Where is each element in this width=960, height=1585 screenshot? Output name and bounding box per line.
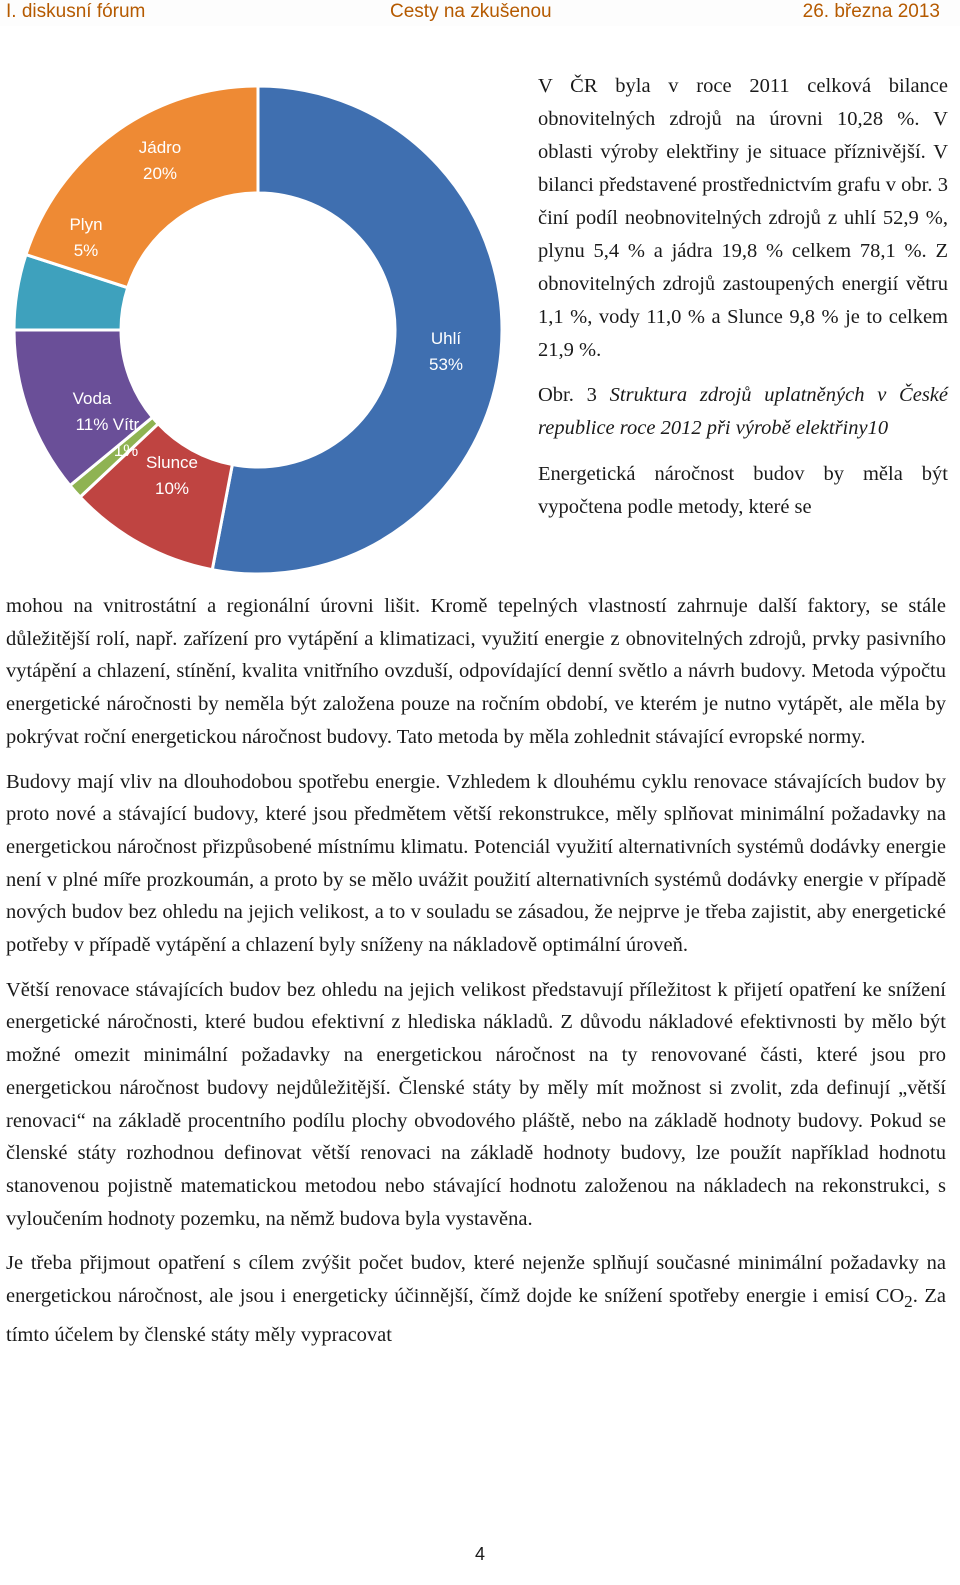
paragraph-start-wrapped: Energetická náročnost budov by měla být vypočtena podle metody, které se	[538, 463, 948, 518]
body-paragraph-2: Budovy mají vliv na dlouhodobou spotřebu energie. Vzhledem k dlouhému cyklu renovace stávajících budov by proto nové a stávající budovy, které jsou předmětem větší rekonstrukce, měly splňovat minimální požadavky na energetickou náročnost přizpůsobené místnímu klimatu. Potenciál využití alternativních systémů dodávky energie není v plné míře prozkoumán, a proto by se mělo uvážit použití alternativních systémů dodávky energie v případě nových budov bez ohledu na jejich velikost, a to v souladu se zásadou, že nejprve je třeba zajistit, aby energetické potřeby v případě vytápění a chlazení byly sníženy na nákladově optimální úroveň.	[6, 770, 946, 957]
slice-value-vítr: 1%	[113, 441, 139, 460]
donut-chart-svg	[0, 86, 520, 596]
slice-label-slunce: Slunce	[146, 453, 198, 472]
slice-value-jádro: 20%	[142, 164, 178, 183]
figure-caption	[538, 379, 948, 445]
running-header	[0, 0, 960, 26]
slice-label-voda: Voda	[72, 389, 112, 408]
slice-value-slunce: 10%	[154, 479, 190, 498]
slice-label-jádro: Jádro	[138, 138, 182, 157]
body-paragraph-3: Větší renovace stávajících budov bez ohledu na jejich velikost představují příležitost k přijetí opatření ke snížení energetické náročnosti, které budou efektivní z hlediska nákladů. Z důvodu nákladové efektivnosti by mělo být možné omezit minimální požadavky na energetickou náročnost na ty renovované části, které jsou pro energetickou náročnost budovy nejdůležitější. Členské státy by měly mít možnost si zvolit, zda definují „větší renovaci“ na základě procentního podílu plochy obvodového pláště, nebo na základě hodnoty budovy. Pokud se členské státy rozhodnou definovat větší renovaci na základě hodnoty budovy, lze použít například hodnotu stanovenou pojistně matematickou metodou nebo stávající hodnotu založenou na nákladech na rekonstrukci, s vyloučením hodnoty pozemku, na němž budova byla vystavěna.	[6, 978, 946, 1230]
slice-label-vítr: Vítr	[112, 415, 140, 434]
slice-value-plyn: 5%	[73, 241, 99, 260]
main-body-text	[6, 590, 946, 1364]
page-number: 4	[474, 1544, 485, 1564]
slice-label-uhlí: Uhlí	[430, 329, 462, 348]
slice-label-plyn: Plyn	[69, 215, 103, 234]
slice-value-uhlí: 53%	[428, 355, 464, 374]
co2-subscript: 2	[904, 1292, 913, 1312]
figure-caption-label: Obr. 3	[538, 384, 597, 406]
sidebar-paragraph: V ČR byla v roce 2011 celková bilance obnovitelných zdrojů na úrovni 10,28 %. V oblasti výroby elektřiny je situace příznivější. V bilanci představené prostřednictvím grafu v obr. 3 činí podíl neobnovitelných zdrojů z uhlí 52,9 %, plynu 5,4 % a jádra 19,8 % celkem 78,1 %. Z obnovitelných zdrojů zastoupených energií větru 1,1 %, vody 11,0 % a Slunce 9,8 % je to celkem 21,9 %.	[538, 75, 948, 361]
header-forum-title: I. diskusní fórum	[6, 1, 146, 22]
header-event-title: Cesty na zkušenou	[390, 1, 552, 22]
body-paragraph-4-text-a: Je třeba přijmout opatření s cílem zvýšit počet budov, které nejenže splňují současné minimální požadavky na energetickou náročnost, ale jsou i energeticky účinnější, čímž dojde ke snížení spotřeby energie i emisí CO	[6, 1252, 946, 1308]
body-paragraph-1: mohou na vnitrostátní a regionální úrovni lišit. Kromě tepelných vlastností zahrnuje další faktory, se stále důležitější rolí, např. zařízení pro vytápění a klimatizaci, využití energie z obnovitelných zdrojů, prvky pasivního vytápění a chlazení, stínění, kvalita vnitřního ovzduší, odpovídající denní světlo a návrh budovy. Metoda výpočtu energetické náročnosti by neměla být založena pouze na ročním období, ve kterém je nutno vytápět, ale měla by pokrývat roční energetickou náročnost budovy. Tato metoda by měla zohlednit stávající evropské normy.	[6, 595, 946, 748]
slice-value-voda: 11%	[75, 415, 109, 434]
body-paragraph-4-text-b: . Za tímto účelem by členské státy měly vypracovat	[6, 1285, 946, 1346]
body-paragraph-4	[6, 1247, 946, 1351]
sidebar-text-column	[538, 70, 948, 524]
slice-jádro	[26, 86, 258, 288]
header-date: 26. března 2013	[802, 1, 940, 22]
energy-sources-donut-chart	[0, 86, 520, 596]
figure-caption-text: Struktura zdrojů uplatněných v České republice roce 2012 při výrobě elektřiny10	[538, 384, 949, 439]
